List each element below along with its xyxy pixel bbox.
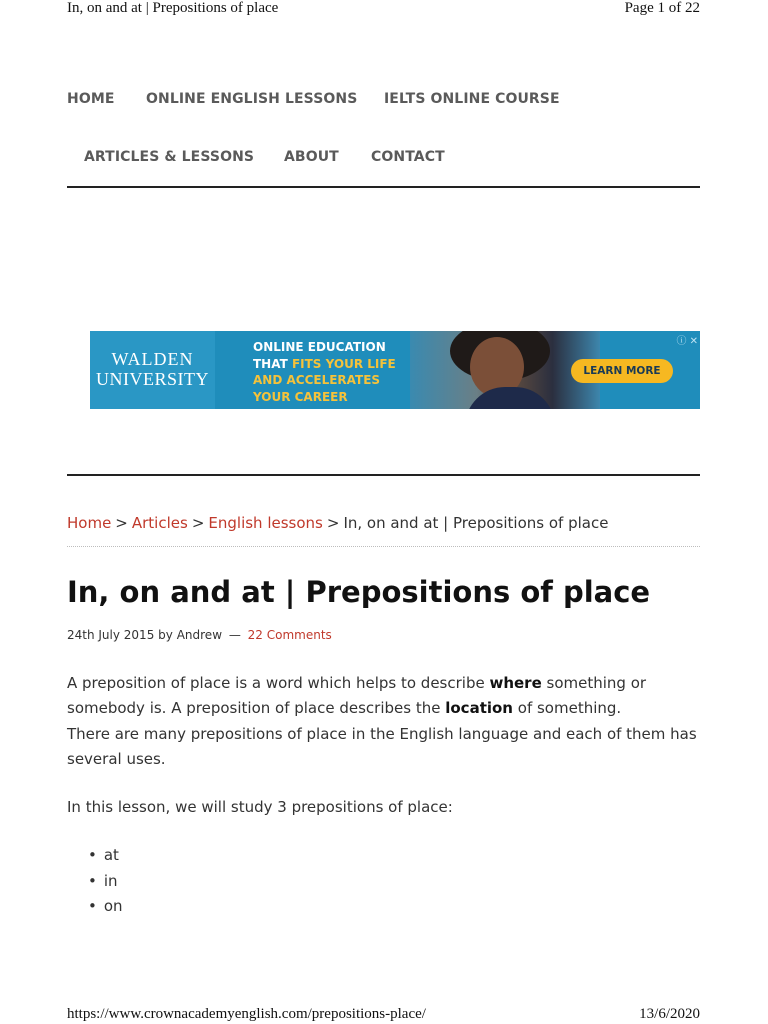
post-meta	[67, 628, 332, 642]
breadcrumb-english-lessons[interactable]: English lessons	[208, 514, 323, 532]
p1-text-e: of something.	[513, 699, 622, 717]
print-title: In, on and at | Prepositions of place	[67, 0, 279, 16]
advertisement-banner[interactable]	[90, 331, 700, 409]
ad-photo-body	[465, 387, 555, 409]
post-by: by	[158, 628, 173, 642]
list-item: • at	[88, 843, 123, 869]
paragraph-intro	[67, 671, 697, 721]
p1-emphasis-where: where	[489, 674, 542, 692]
nav-home[interactable]: HOME	[67, 91, 115, 107]
paragraph-many-prepositions: There are many prepositions of place in the English language and each of them has several uses.	[67, 725, 697, 768]
breadcrumb-separator: >	[326, 514, 340, 532]
ad-text-line2	[253, 356, 396, 373]
ad-logo-line2: UNIVERSITY	[96, 369, 209, 389]
breadcrumb-divider	[67, 546, 700, 547]
ad-close-icon[interactable]: ⓘ ✕	[676, 336, 698, 347]
breadcrumb-articles[interactable]: Articles	[131, 514, 188, 532]
meta-dash: —	[228, 628, 241, 642]
page-number: Page 1 of 22	[624, 0, 700, 16]
nav-contact[interactable]: CONTACT	[371, 149, 445, 165]
breadcrumb-home[interactable]: Home	[67, 514, 112, 532]
nav-divider	[67, 186, 700, 188]
ad-learn-more-button[interactable]: LEARN MORE	[571, 359, 673, 383]
paragraph-lesson-intro: In this lesson, we will study 3 prepositions of place:	[67, 798, 453, 816]
page-title: In, on and at | Prepositions of place	[67, 575, 651, 609]
list-item: • in	[88, 869, 123, 895]
nav-online-english-lessons[interactable]: ONLINE ENGLISH LESSONS	[146, 91, 358, 107]
page-url: https://www.crownacademyenglish.com/prepositions-place/	[67, 1006, 426, 1022]
nav-articles-lessons[interactable]: ARTICLES & LESSONS	[84, 149, 255, 165]
ad-logo	[90, 331, 215, 409]
print-header	[67, 0, 700, 17]
ad-divider	[67, 474, 700, 476]
ad-text-line2-highlight: FITS YOUR LIFE	[291, 356, 396, 371]
p1-emphasis-location: location	[445, 699, 513, 717]
ad-headline	[253, 339, 396, 405]
breadcrumb-separator: >	[191, 514, 205, 532]
breadcrumb-separator: >	[115, 514, 128, 532]
list-item: • on	[88, 894, 123, 920]
post-date: 24th July 2015	[67, 628, 155, 642]
print-footer	[67, 1006, 700, 1023]
nav-about[interactable]: ABOUT	[284, 149, 339, 165]
ad-text-line2-plain: THAT	[253, 356, 292, 371]
nav-ielts-online-course[interactable]: IELTS ONLINE COURSE	[384, 91, 560, 107]
ad-logo-line1: WALDEN	[111, 349, 194, 369]
p1-text-a: A preposition of place is a word which helps to describe	[67, 674, 490, 692]
ad-text-line1: ONLINE EDUCATION	[253, 340, 386, 354]
breadcrumb-current: In, on and at | Prepositions of place	[343, 514, 609, 532]
print-date: 13/6/2020	[639, 1006, 700, 1022]
comments-link[interactable]: 22 Comments	[247, 628, 332, 642]
ad-text-line3: AND ACCELERATES	[253, 373, 381, 387]
p1-text-c: something or somebody is. A preposition of place describes the	[67, 674, 647, 717]
breadcrumb	[67, 514, 608, 532]
prepositions-list	[88, 843, 123, 920]
post-author: Andrew	[176, 628, 223, 642]
ad-text-line4: YOUR CAREER	[253, 389, 348, 404]
